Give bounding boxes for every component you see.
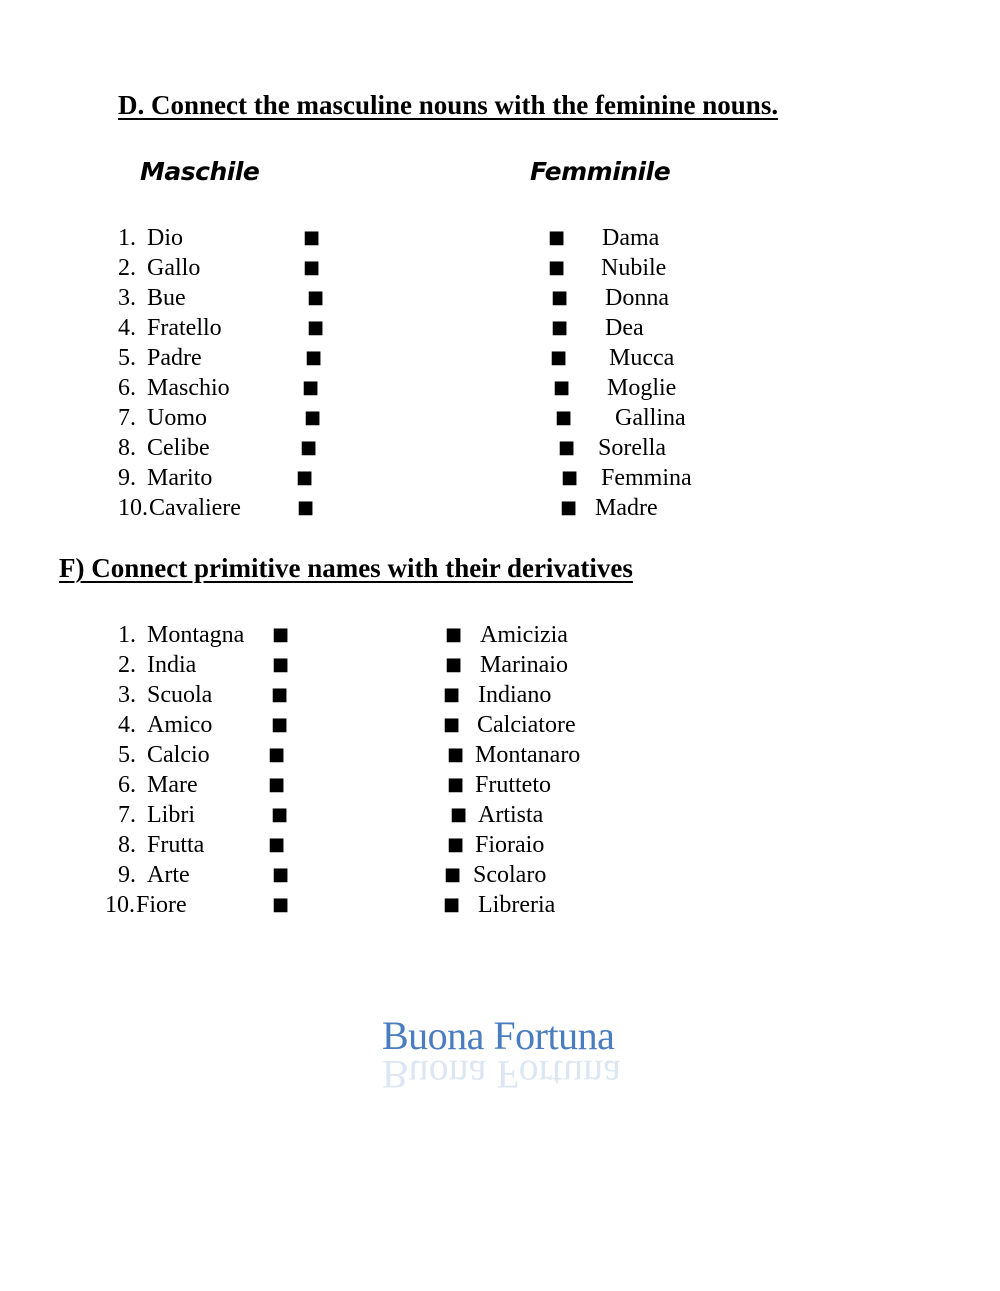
primitive-word: Frutta — [147, 832, 205, 858]
feminine-word: Dama — [602, 225, 660, 251]
connector-dot[interactable]: ■ — [307, 287, 325, 308]
connector-dot[interactable]: ■ — [272, 864, 290, 885]
connector-dot[interactable]: ■ — [551, 287, 569, 308]
connector-dot[interactable]: ■ — [558, 437, 576, 458]
derivative-word: Calciatore — [477, 712, 576, 738]
masculine-number: 4. — [118, 315, 136, 341]
masculine-word: Gallo — [147, 255, 201, 281]
feminine-word: Nubile — [601, 255, 667, 281]
connector-dot[interactable]: ■ — [305, 347, 323, 368]
connector-dot[interactable]: ■ — [303, 227, 321, 248]
derivative-word: Scolaro — [473, 862, 547, 888]
connector-dot[interactable]: ■ — [272, 654, 290, 675]
connector-dot[interactable]: ■ — [560, 497, 578, 518]
masculine-number: 10. — [118, 495, 148, 521]
masculine-number: 5. — [118, 345, 136, 371]
derivative-word: Marinaio — [480, 652, 568, 678]
primitive-word: Fiore — [136, 892, 187, 918]
masculine-word: Dio — [147, 225, 183, 251]
connector-dot[interactable]: ■ — [272, 624, 290, 645]
connector-dot[interactable]: ■ — [268, 834, 286, 855]
primitive-word: Arte — [147, 862, 190, 888]
primitive-number: 10. — [105, 892, 135, 918]
primitive-word: Mare — [147, 772, 198, 798]
connector-dot[interactable]: ■ — [271, 714, 289, 735]
derivative-word: Frutteto — [475, 772, 551, 798]
masculine-word: Padre — [147, 345, 202, 371]
connector-dot[interactable]: ■ — [297, 497, 315, 518]
primitive-number: 9. — [118, 862, 136, 888]
connector-dot[interactable]: ■ — [271, 684, 289, 705]
connector-dot[interactable]: ■ — [555, 407, 573, 428]
connector-dot[interactable]: ■ — [296, 467, 314, 488]
masculine-word: Maschio — [147, 375, 230, 401]
section-f-heading: F) Connect primitive names with their derivatives — [59, 553, 633, 583]
connector-dot[interactable]: ■ — [444, 864, 462, 885]
femminile-header: Femminile — [530, 157, 671, 186]
maschile-header: Maschile — [140, 157, 260, 186]
primitive-number: 1. — [118, 622, 136, 648]
masculine-number: 8. — [118, 435, 136, 461]
primitive-number: 2. — [118, 652, 136, 678]
connector-dot[interactable]: ■ — [548, 227, 566, 248]
connector-dot[interactable]: ■ — [268, 774, 286, 795]
section-d-heading: D. Connect the masculine nouns with the feminine nouns. — [118, 90, 779, 120]
feminine-word: Madre — [595, 495, 658, 521]
connector-dot[interactable]: ■ — [443, 714, 461, 735]
primitive-word: Calcio — [147, 742, 210, 768]
primitive-word: Amico — [147, 712, 213, 738]
masculine-number: 2. — [118, 255, 136, 281]
feminine-word: Gallina — [615, 405, 686, 431]
primitive-word: Scuola — [147, 682, 213, 708]
feminine-word: Dea — [605, 315, 644, 341]
connector-dot[interactable]: ■ — [271, 804, 289, 825]
connector-dot[interactable]: ■ — [450, 804, 468, 825]
derivative-word: Amicizia — [480, 622, 568, 648]
connector-dot[interactable]: ■ — [550, 347, 568, 368]
masculine-number: 1. — [118, 225, 136, 251]
masculine-number: 9. — [118, 465, 136, 491]
derivative-word: Indiano — [478, 682, 552, 708]
connector-dot[interactable]: ■ — [443, 684, 461, 705]
connector-dot[interactable]: ■ — [304, 407, 322, 428]
masculine-number: 7. — [118, 405, 136, 431]
connector-dot[interactable]: ■ — [445, 624, 463, 645]
masculine-word: Cavaliere — [149, 495, 241, 521]
connector-dot[interactable]: ■ — [548, 257, 566, 278]
footer-title-reflection: Buona Fortuna — [382, 1052, 621, 1097]
connector-dot[interactable]: ■ — [447, 834, 465, 855]
connector-dot[interactable]: ■ — [551, 317, 569, 338]
connector-dot[interactable]: ■ — [445, 654, 463, 675]
feminine-word: Sorella — [598, 435, 666, 461]
primitive-number: 8. — [118, 832, 136, 858]
derivative-word: Libreria — [478, 892, 556, 918]
connector-dot[interactable]: ■ — [307, 317, 325, 338]
primitive-word: Libri — [147, 802, 195, 828]
masculine-number: 6. — [118, 375, 136, 401]
connector-dot[interactable]: ■ — [447, 744, 465, 765]
primitive-number: 3. — [118, 682, 136, 708]
feminine-word: Mucca — [609, 345, 675, 371]
masculine-word: Fratello — [147, 315, 222, 341]
primitive-number: 5. — [118, 742, 136, 768]
connector-dot[interactable]: ■ — [303, 257, 321, 278]
masculine-word: Marito — [147, 465, 213, 491]
masculine-word: Celibe — [147, 435, 210, 461]
primitive-number: 7. — [118, 802, 136, 828]
masculine-word: Bue — [147, 285, 186, 311]
connector-dot[interactable]: ■ — [300, 437, 318, 458]
derivative-word: Fioraio — [475, 832, 545, 858]
connector-dot[interactable]: ■ — [553, 377, 571, 398]
derivative-word: Montanaro — [475, 742, 581, 768]
connector-dot[interactable]: ■ — [561, 467, 579, 488]
connector-dot[interactable]: ■ — [443, 894, 461, 915]
primitive-word: India — [147, 652, 197, 678]
primitive-number: 4. — [118, 712, 136, 738]
primitive-word: Montagna — [147, 622, 245, 648]
feminine-word: Femmina — [601, 465, 692, 491]
primitive-number: 6. — [118, 772, 136, 798]
connector-dot[interactable]: ■ — [447, 774, 465, 795]
footer-title: Buona Fortuna — [382, 1013, 615, 1058]
connector-dot[interactable]: ■ — [268, 744, 286, 765]
feminine-word: Donna — [605, 285, 669, 311]
masculine-number: 3. — [118, 285, 136, 311]
derivative-word: Artista — [478, 802, 544, 828]
connector-dot[interactable]: ■ — [302, 377, 320, 398]
feminine-word: Moglie — [607, 375, 677, 401]
masculine-word: Uomo — [147, 405, 207, 431]
connector-dot[interactable]: ■ — [272, 894, 290, 915]
